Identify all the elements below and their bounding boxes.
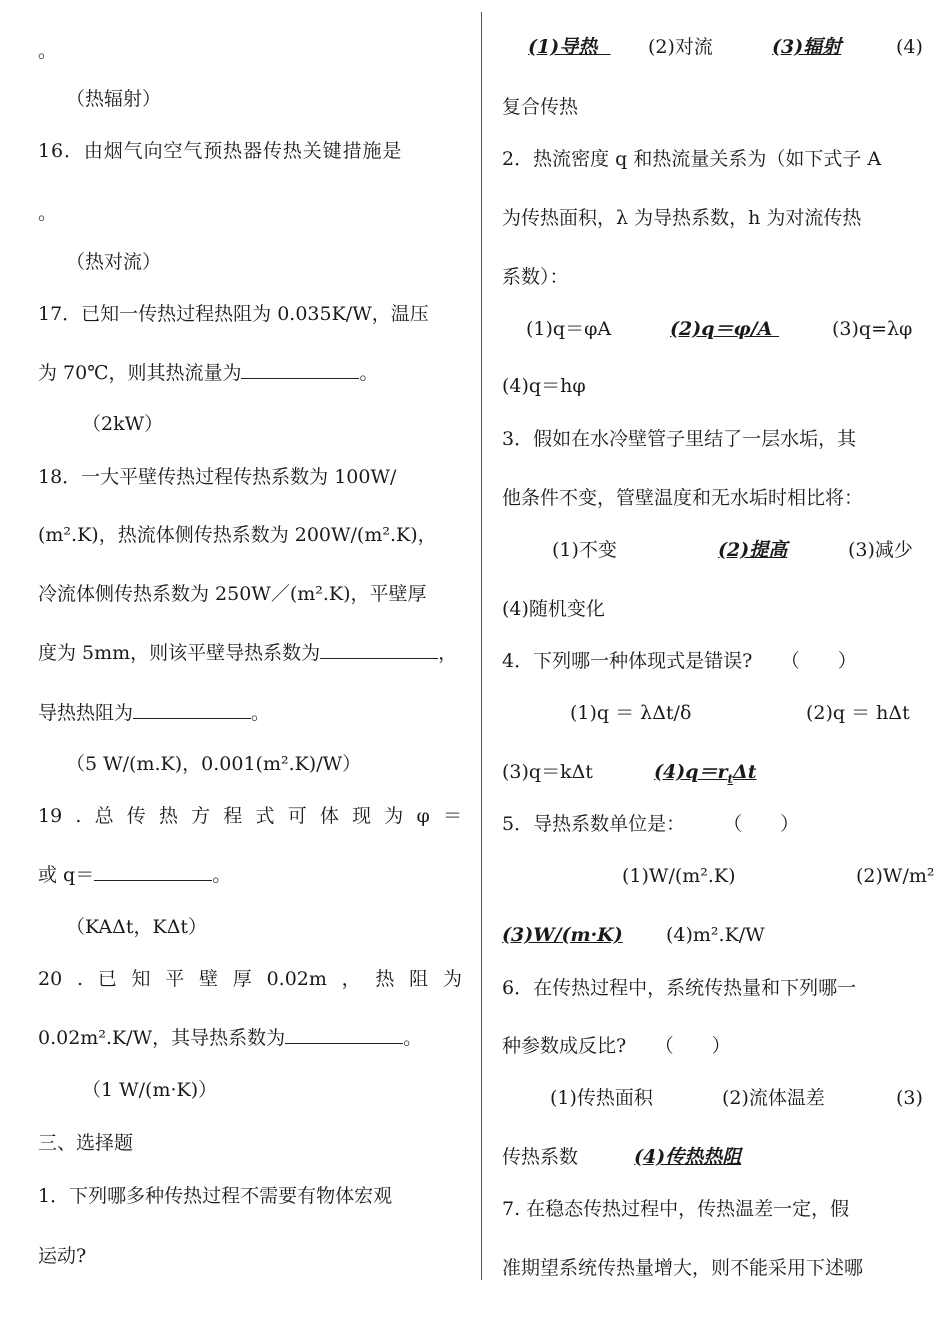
question-1: 1．下列哪多种传热过程不需要有物体宏观 <box>38 1185 393 1207</box>
q6-option-3-cont: 传热系数 <box>502 1146 579 1168</box>
fill-blank <box>320 640 438 659</box>
text-line: 。 <box>38 202 58 224</box>
q6-option-1: (1)传热面积 <box>550 1087 653 1109</box>
q3-option-4: (4)随机变化 <box>502 598 605 620</box>
question-6: 6．在传热过程中，系统传热量和下列哪一 <box>502 977 857 999</box>
q4-option-2: (2)q ＝ hΔt <box>806 702 910 724</box>
column-divider <box>481 12 482 1280</box>
q4-option-4: $(4)q=r_t\Delta t$ <box>654 761 757 786</box>
q2-option-1: (1)q＝φA <box>526 318 612 340</box>
q3-option-3: (3)减少 <box>848 539 913 561</box>
question-4: 4．下列哪一种体现式是错误? （ ） <box>502 650 857 672</box>
question-16: 16．由烟气向空气预热器传热关键措施是 <box>38 140 403 162</box>
question-18-cont: 冷流体侧传热系数为 250W／(m².K)，平壁厚 <box>38 583 427 605</box>
answer-line: （热对流） <box>66 251 162 273</box>
q2-option-3: (3)q=λφ <box>832 318 913 340</box>
text-line: 。 <box>38 40 58 62</box>
question-18-cont: 导热热阻为 。 <box>38 702 271 724</box>
question-2-cont: 为传热面积，λ 为导热系数，h 为对流传热 <box>502 207 862 229</box>
answer-line: （热辐射） <box>66 88 162 110</box>
question-3-cont: 他条件不变，管壁温度和无水垢时相比将： <box>502 487 864 509</box>
question-17-cont: 为 70℃，则其热流量为 。 <box>38 362 379 384</box>
q1-option-2: (2)对流 <box>648 36 713 58</box>
section-heading: 三、选择题 <box>38 1132 134 1154</box>
fill-blank <box>285 1025 403 1044</box>
question-6-cont: 种参数成反比? （ ） <box>502 1035 731 1057</box>
question-18-cont: (m².K)，热流体侧传热系数为 200W/(m².K)， <box>38 524 437 546</box>
q6-option-2: (2)流体温差 <box>722 1087 825 1109</box>
answer-line: （KAΔt，KΔt） <box>66 916 208 938</box>
question-3: 3．假如在水冷壁管子里结了一层水垢，其 <box>502 428 857 450</box>
q1-option-4-cont: 复合传热 <box>502 96 579 118</box>
question-2: 2．热流密度 q 和热流量关系为（如下式子 A <box>502 148 882 170</box>
q5-option-4: (4)m².K/W <box>666 924 765 946</box>
q5-option-1: (1)W/(m².K) <box>622 865 736 887</box>
q5-option-2: (2)W/m² <box>856 865 935 887</box>
q6-option-3: (3) <box>896 1087 923 1109</box>
q3-option-1: (1)不变 <box>552 539 617 561</box>
q1-option-3: (3)辐射 <box>772 36 842 58</box>
question-19-cont: 或 q＝ 。 <box>38 864 232 886</box>
question-19: 19 . 总 传 热 方 程 式 可 体 现 为 φ ＝ <box>38 805 462 827</box>
fill-blank <box>94 862 212 881</box>
question-20: 20 . 已 知 平 壁 厚 0.02m ， 热 阻 为 <box>38 968 462 990</box>
question-18: 18．一大平壁传热过程传热系数为 100W/ <box>38 466 397 488</box>
question-7-cont: 准期望系统传热量增大，则不能采用下述哪 <box>502 1257 864 1279</box>
question-2-cont: 系数）： <box>502 266 569 288</box>
q1-option-1: (1)导热 <box>528 36 598 58</box>
q4-option-1: (1)q ＝ λΔt/δ <box>570 702 692 724</box>
q2-option-4: (4)q＝hφ <box>502 375 586 397</box>
q1-option-4: (4) <box>896 36 923 58</box>
q5-option-3: (3)W/(m·K) <box>502 924 623 946</box>
question-5: 5．导热系数单位是： （ ） <box>502 813 800 835</box>
q4-option-3: (3)q＝kΔt <box>502 761 593 783</box>
q3-option-2: (2)提高 <box>718 539 788 561</box>
answer-line: （1 W/(m·K)） <box>82 1079 218 1101</box>
fill-blank <box>133 700 251 719</box>
answer-line: （2kW） <box>82 413 164 435</box>
fill-blank <box>241 360 359 379</box>
question-17: 17．已知一传热过程热阻为 0.035K/W，温压 <box>38 303 429 325</box>
question-7: 7. 在稳态传热过程中，传热温差一定，假 <box>502 1198 850 1220</box>
question-18-cont: 度为 5mm，则该平壁导热系数为 ， <box>38 642 458 664</box>
q6-option-4: (4)传热热阻 <box>634 1146 742 1168</box>
question-1-cont: 运动? <box>38 1245 87 1267</box>
answer-line: （5 W/(m.K)，0.001(m².K)/W） <box>66 753 362 775</box>
question-20-cont: 0.02m².K/W，其导热系数为 。 <box>38 1027 423 1049</box>
q2-option-2: (2)q＝φ/A <box>670 318 773 340</box>
